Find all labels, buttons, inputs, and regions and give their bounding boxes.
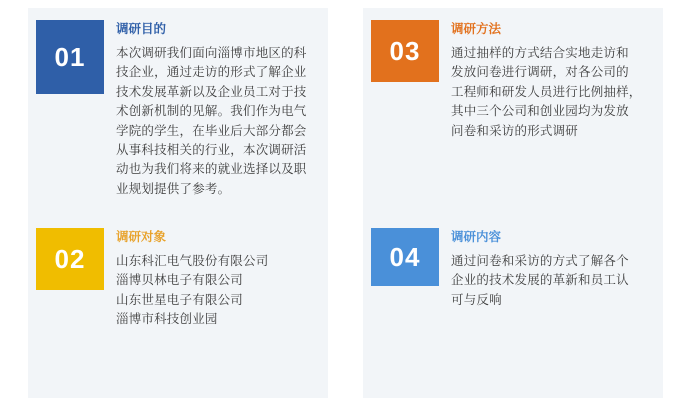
card-number-text: 02 [54, 243, 86, 274]
card-title: 调研目的 [116, 22, 167, 36]
card-text-line: 山东世星电子有限公司 [116, 292, 244, 307]
card-text-line: 动也为我们将来的就业选择以及职 [116, 162, 307, 177]
card-research-content [371, 228, 657, 310]
card-text-line: 本次调研我们面向淄博市地区的科 [116, 46, 307, 60]
card-body [104, 228, 316, 330]
card-text [116, 252, 316, 330]
card-text [451, 252, 651, 310]
card-title: 调研方法 [451, 22, 502, 36]
card-text-line: 技企业，通过走访的形式了解企业 [116, 65, 307, 80]
card-text-line: 业规划提供了参考。 [116, 181, 231, 196]
card-text-line: 通过抽样的方式结合实地走访和 [451, 46, 629, 60]
card-text-line: 术创新机制的见解。我们作为电气 [116, 104, 307, 119]
card-body [439, 20, 651, 141]
card-number-text: 04 [389, 241, 421, 272]
card-text-line: 学院的学生，在毕业后大部分都会 [116, 123, 307, 138]
card-body [104, 20, 316, 199]
card-text-line: 问卷和采访的形式调研 [451, 123, 579, 138]
card-body [439, 228, 651, 310]
card-number-text: 01 [54, 41, 86, 72]
card-number-badge-03 [371, 20, 439, 82]
card-text-line: 工程师和研发人员进行比例抽样， [451, 84, 642, 99]
card-text-line: 发放问卷进行调研，对各公司的 [451, 65, 629, 80]
card-text-line: 可与反响 [451, 292, 502, 307]
card-text-line: 技术发展革新以及企业员工对于技 [116, 84, 307, 99]
card-number-badge-01 [36, 20, 104, 94]
card-research-methods [371, 20, 657, 141]
card-number-badge-04 [371, 228, 439, 286]
card-title: 调研内容 [451, 230, 502, 244]
card-number-badge-02 [36, 228, 104, 290]
card-text-line: 企业的技术发展的革新和员工认 [451, 273, 629, 288]
card-number-text: 03 [389, 35, 421, 66]
card-text-line: 从事科技相关的行业，本次调研活 [116, 142, 307, 157]
card-research-subjects [36, 228, 322, 330]
card-text-line: 山东科汇电气股份有限公司 [116, 254, 269, 268]
card-text [116, 44, 316, 199]
card-text-line: 通过问卷和采访的方式了解各个 [451, 254, 629, 268]
card-text [451, 44, 651, 141]
card-text-line: 淄博贝林电子有限公司 [116, 273, 244, 288]
card-title: 调研对象 [116, 230, 167, 244]
card-text-line: 其中三个公司和创业园均为发放 [451, 104, 629, 119]
card-text-line: 淄博市科技创业园 [116, 312, 218, 327]
card-research-purpose [36, 20, 322, 199]
